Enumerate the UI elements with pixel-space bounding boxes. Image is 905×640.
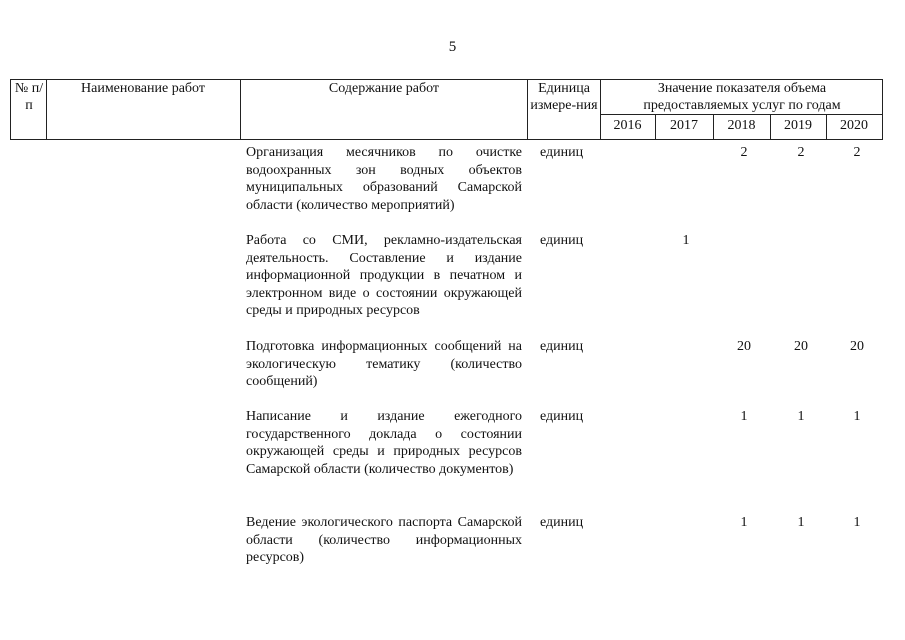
row-value-2018: 2 [740, 145, 748, 160]
row-value-2018: 20 [737, 339, 751, 354]
row-value-2019: 2 [797, 145, 805, 160]
header-year: 2016 [613, 118, 642, 133]
row-value-2020: 20 [850, 339, 864, 354]
row-content: Написание и издание ежегодного государственного доклада о состоянии окружающей среды и природных ресурсов Самарской области (количество документов) [246, 409, 522, 477]
row-content: Работа со СМИ, рекламно-издательская деятельность. Составление и издание информационной продукции в печатном и электронном виде о состоянии окружающей среды и природных ресурсов [246, 233, 522, 318]
row-unit: единиц [540, 339, 584, 354]
row-value-2020: 2 [853, 145, 861, 160]
page-number: 5 [448, 39, 457, 55]
header-year: 2018 [727, 118, 756, 133]
header-year: 2020 [840, 118, 868, 133]
row-content: Подготовка информационных сообщений на экологическую тематику (количество сообщений) [246, 339, 522, 389]
header-name: Наименование работ [81, 81, 205, 96]
row-value-2018: 1 [740, 515, 748, 530]
row-value-2019: 1 [797, 409, 805, 424]
header-year: 2019 [784, 118, 812, 133]
row-value-2020: 1 [853, 515, 861, 530]
row-value-2018: 1 [740, 409, 748, 424]
header-value-group: Значение показателя объема предоставляемых услуг по годам [643, 81, 841, 113]
row-unit: единиц [540, 145, 584, 160]
header-content: Содержание работ [328, 81, 440, 96]
header-year: 2017 [670, 118, 698, 133]
row-value-2019: 20 [794, 339, 808, 354]
row-unit: единиц [540, 515, 584, 530]
row-unit: единиц [540, 233, 584, 248]
row-content: Организация месячников по очистке водоохранных зон водных объектов муниципальных образований Самарской области (количество мероприятий) [246, 145, 522, 213]
row-value-2017: 1 [682, 233, 690, 248]
row-unit: единиц [540, 409, 584, 424]
header-num: № п/п [14, 81, 44, 113]
header-unit: Единица измере-ния [530, 81, 598, 113]
row-value-2019: 1 [797, 515, 805, 530]
row-content: Ведение экологического паспорта Самарской области (количество информационных ресурсов) [246, 515, 522, 565]
row-value-2020: 1 [853, 409, 861, 424]
